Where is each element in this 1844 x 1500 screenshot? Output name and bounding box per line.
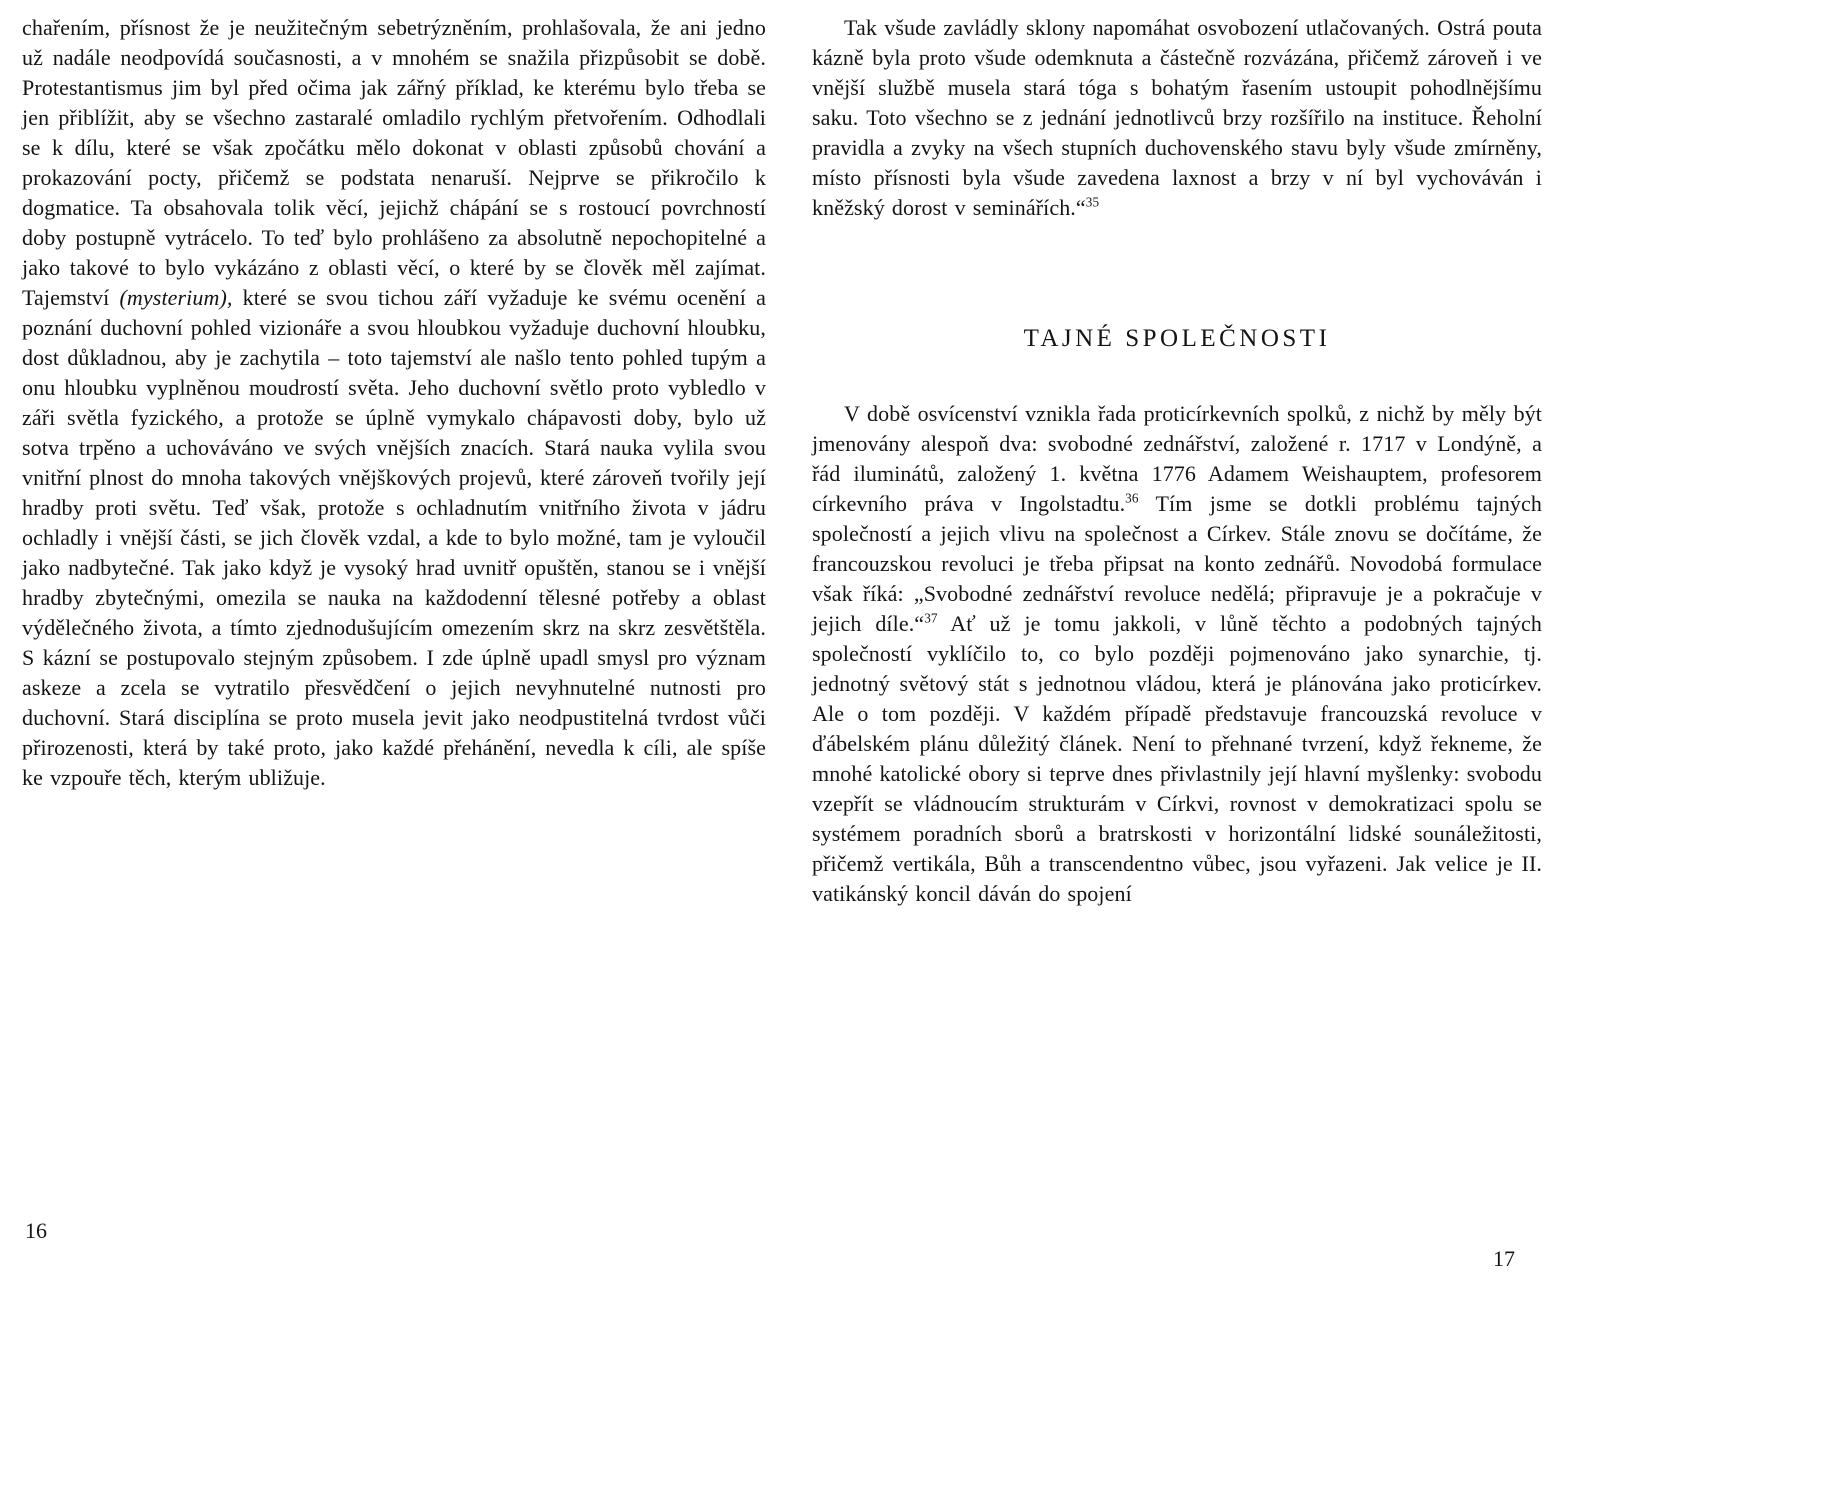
left-paragraph xyxy=(22,13,766,793)
right-paragraph-1 xyxy=(812,13,1542,223)
section-heading: TAJNÉ SPOLEČNOSTI xyxy=(1023,325,1331,352)
text-run: Ať už je tomu jakkoli, v lůně těchto a podobných tajných společností vyklíčilo to, co bylo později pojmenováno jako synarchie, tj. jednotný světový stát s jednotnou vládou, která je plánována jako proticírkev. Ale o tom později. V každém případě představuje francouzská revoluce v ďábelském plánu důležitý článek. Není to přehnané tvrzení, když řekneme, že mnohé katolické obory si teprve dnes přivlastnily její hlavní myšlenky: svobodu vzepřít se vládnoucím strukturám v Církvi, rovnost v demokratizaci spolu se systémem poradních sborů a bratrskosti v horizontální lidské sounáležitosti, přičemž vertikála, Bůh a transcendentno vůbec, jsou vyřazeni. Jak velice je II. vatikánský koncil dáván do spojení xyxy=(812,611,1543,906)
text-run: které se svou tichou září vyžaduje ke svému ocenění a poznání duchovní pohled vizionáře a svou hloubkou vyžaduje duchovní hloubku, dost důkladnou, aby je zachytila – toto tajemství ale našlo tento pohled tupým a onu hloubku vyplněnou moudrostí světa. Jeho duchovní světlo proto vybledlo v záři světla fyzického, a protože se úplně vymykalo chápavosti doby, bylo už sotva trpěno a uchováváno ve svých vnějších znacích. Stará nauka vylila svou vnitřní plnost do mnoha takových vnějškových projevů, které zároveň tvořily její hradby proti světu. Teď však, protože s ochladnutím vnitřního života v jádru ochladly i vnější části, se jich člověk vzdal, a kde to bylo možné, tam je vyloučil jako nadbytečné. Tak jako když je vysoký hrad uvnitř opuštěn, stanou se i vnější hradby zbytečnými, omezila se nauka na každodenní tělesné potřeby a oblast výdělečného života, a tímto zjednodušujícím omezením skrz na skrz zesvětštěla. S kázní se postupovalo stejným způsobem. I zde úplně upadl smysl pro význam askeze a zcela se vytratilo přesvědčení o jejich nevyhnutelné nutnosti pro duchovní. Stará disciplína se proto musela jevit jako neodpustitelná tvrdost vůči přirozenosti, která by také proto, jako každé přehánění, nevedla k cíli, ale spíše ke vzpouře těch, kterým ubližuje. xyxy=(22,285,766,790)
footnote-marker: 35 xyxy=(1085,194,1100,210)
page-left xyxy=(22,0,766,1500)
page-number-right: 17 xyxy=(1493,1246,1515,1271)
footnote-marker: 37 xyxy=(924,610,938,626)
text-run: Tak všude zavládly sklony napomáhat osvobození utlačovaných. Ostrá pouta kázně byla proto všude odemknuta a částečně rozvázána, přičemž zároveň i ve vnější službě musela stará tóga s bohatým řasením ustoupit pohodlnějšímu saku. Toto všechno se z jednání jednotlivců brzy rozšířilo na instituce. Řeholní pravidla a zvyky na všech stupních duchovenského stavu byly všude zmírněny, místo přísnosti byla všude zavedena laxnost a brzy v ní byl vychováván i kněžský dorost v seminářích.“ xyxy=(812,15,1542,220)
right-text-block xyxy=(812,13,1542,909)
italic-text: (mysterium), xyxy=(119,285,233,310)
text-run: V době osvícenství vznikla řada proticírkevních spolků, z nichž by měly být jmenovány alespoň dva: svobodné zednářství, založené r. 1717 v Londýně, a řád iluminátů, založený 1. května 1776 Adamem Weishauptem, profesorem církevního práva v Ingolstadtu. xyxy=(812,401,1542,516)
right-paragraph-2 xyxy=(812,399,1542,909)
footnote-marker: 36 xyxy=(1125,490,1139,506)
left-text-block xyxy=(22,13,766,793)
text-run: chařením, přísnost že je neužitečným sebetrýzněním, prohlašovala, že ani jedno už nadále neodpovídá současnosti, a v mnohém se snažila přizpůsobit se době. Protestantismus jim byl před očima jak zářný příklad, ke kterému bylo třeba se jen přiblížit, aby se všechno zastaralé omladilo rychlým přetvořením. Odhodlali se k dílu, které se však zpočátku mělo dokonat v oblasti způsobů chování a prokazování pocty, přičemž se podstata nenaruší. Nejprve se přikročilo k dogmatice. Ta obsahovala tolik věcí, jejichž chápání se s rostoucí povrchností doby postupně vytrácelo. To teď bylo prohlášeno za absolutně nepochopitelné a jako takové to bylo vykázáno z oblasti věcí, o které by se člověk měl zajímat. Tajemství xyxy=(22,15,766,310)
text-run: Tím jsme se dotkli problému tajných společností a jejich vlivu na společnost a Církev. Stále znovu se dočítáme, že francouzskou revoluci je třeba připsat na konto zednářů. Novodobá formulace však říká: „Svobodné zednářství revoluce nedělá; připravuje je a pokračuje v jejich díle.“ xyxy=(812,491,1542,636)
page-right xyxy=(812,0,1542,1500)
page-number-left: 16 xyxy=(25,1218,47,1243)
